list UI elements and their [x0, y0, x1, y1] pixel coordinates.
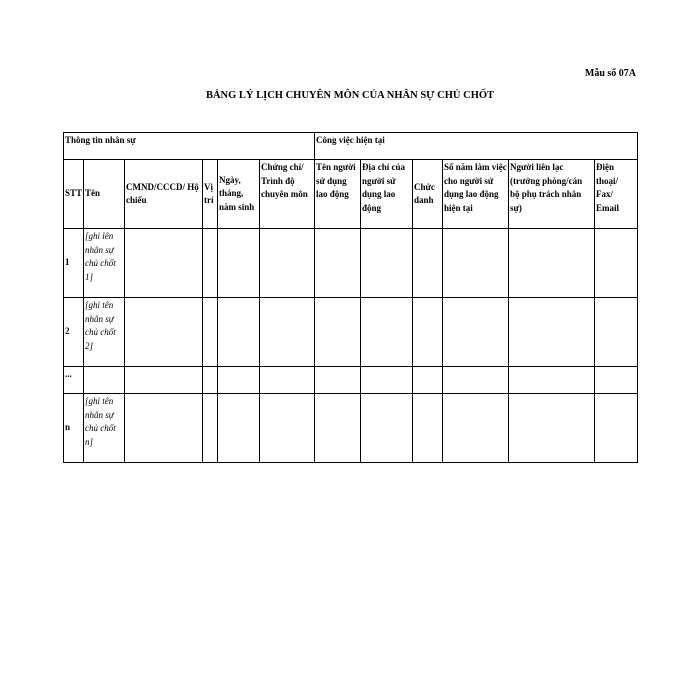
empty-cell — [413, 298, 443, 367]
empty-cell — [361, 394, 413, 463]
empty-cell — [443, 394, 509, 463]
column-header-row — [64, 160, 638, 229]
table-row-ellipsis — [64, 367, 638, 394]
empty-cell — [509, 394, 595, 463]
empty-cell — [413, 394, 443, 463]
empty-cell — [218, 394, 260, 463]
empty-cell — [218, 298, 260, 367]
col-header-position: Vị trí — [203, 160, 218, 229]
empty-cell — [203, 298, 218, 367]
empty-cell — [315, 394, 361, 463]
col-header-birth-date: Ngày, tháng, năm sinh — [218, 160, 260, 229]
col-header-id-number: CMND/CCCD/ Hộ chiếu — [125, 160, 203, 229]
empty-cell — [315, 298, 361, 367]
empty-cell — [361, 298, 413, 367]
empty-cell — [361, 367, 413, 394]
group-header-personnel-info: Thông tin nhân sự — [64, 133, 315, 160]
row-name — [84, 367, 125, 394]
empty-cell — [315, 229, 361, 298]
col-header-phone-fax-email: Điện thoại/ Fax/ Email — [595, 160, 638, 229]
empty-cell — [443, 367, 509, 394]
personnel-table — [63, 132, 638, 463]
document-title: BẢNG LÝ LỊCH CHUYÊN MÔN CỦA NHÂN SỰ CHỦ CHỐT — [205, 90, 495, 101]
col-header-job-title: Chức danh — [413, 160, 443, 229]
empty-cell — [509, 367, 595, 394]
row-stt: 1 — [64, 229, 84, 298]
group-header-current-job: Công việc hiện tại — [315, 133, 638, 160]
col-header-certificate: Chứng chỉ/ Trình độ chuyên môn — [260, 160, 315, 229]
table-row — [64, 394, 638, 463]
empty-cell — [413, 367, 443, 394]
empty-cell — [218, 229, 260, 298]
col-header-years-employed: Số năm làm việc cho người sử dụng lao động hiện tại — [443, 160, 509, 229]
empty-cell — [125, 298, 203, 367]
empty-cell — [595, 229, 638, 298]
empty-cell — [315, 367, 361, 394]
empty-cell — [203, 394, 218, 463]
empty-cell — [443, 229, 509, 298]
empty-cell — [203, 367, 218, 394]
table-row — [64, 298, 638, 367]
group-header-row — [64, 133, 638, 160]
empty-cell — [125, 229, 203, 298]
row-stt: n — [64, 394, 84, 463]
col-header-contact-person: Người liên lạc (trưởng phòng/cán bộ phụ trách nhân sự) — [509, 160, 595, 229]
empty-cell — [595, 298, 638, 367]
form-code: Mẫu số 07A — [584, 68, 636, 79]
row-name: [ghi tên nhân sự chủ chốt n] — [84, 394, 125, 463]
row-stt: 2 — [64, 298, 84, 367]
empty-cell — [443, 298, 509, 367]
empty-cell — [509, 298, 595, 367]
empty-cell — [509, 229, 595, 298]
empty-cell — [361, 229, 413, 298]
row-name: [ghi tên nhân sự chủ chốt 2] — [84, 298, 125, 367]
table-row — [64, 229, 638, 298]
empty-cell — [203, 229, 218, 298]
empty-cell — [260, 298, 315, 367]
empty-cell — [260, 394, 315, 463]
row-stt: ... — [64, 367, 84, 394]
empty-cell — [260, 229, 315, 298]
row-name: [ghi lên nhân sự chủ chốt 1] — [84, 229, 125, 298]
empty-cell — [125, 367, 203, 394]
col-header-stt: STT — [64, 160, 84, 229]
col-header-employer-address: Địa chỉ của người sử dụng lao động — [361, 160, 413, 229]
empty-cell — [260, 367, 315, 394]
empty-cell — [595, 394, 638, 463]
empty-cell — [125, 394, 203, 463]
col-header-employer-name: Tên người sử dụng lao động — [315, 160, 361, 229]
empty-cell — [218, 367, 260, 394]
empty-cell — [595, 367, 638, 394]
col-header-name: Tên — [84, 160, 125, 229]
empty-cell — [413, 229, 443, 298]
